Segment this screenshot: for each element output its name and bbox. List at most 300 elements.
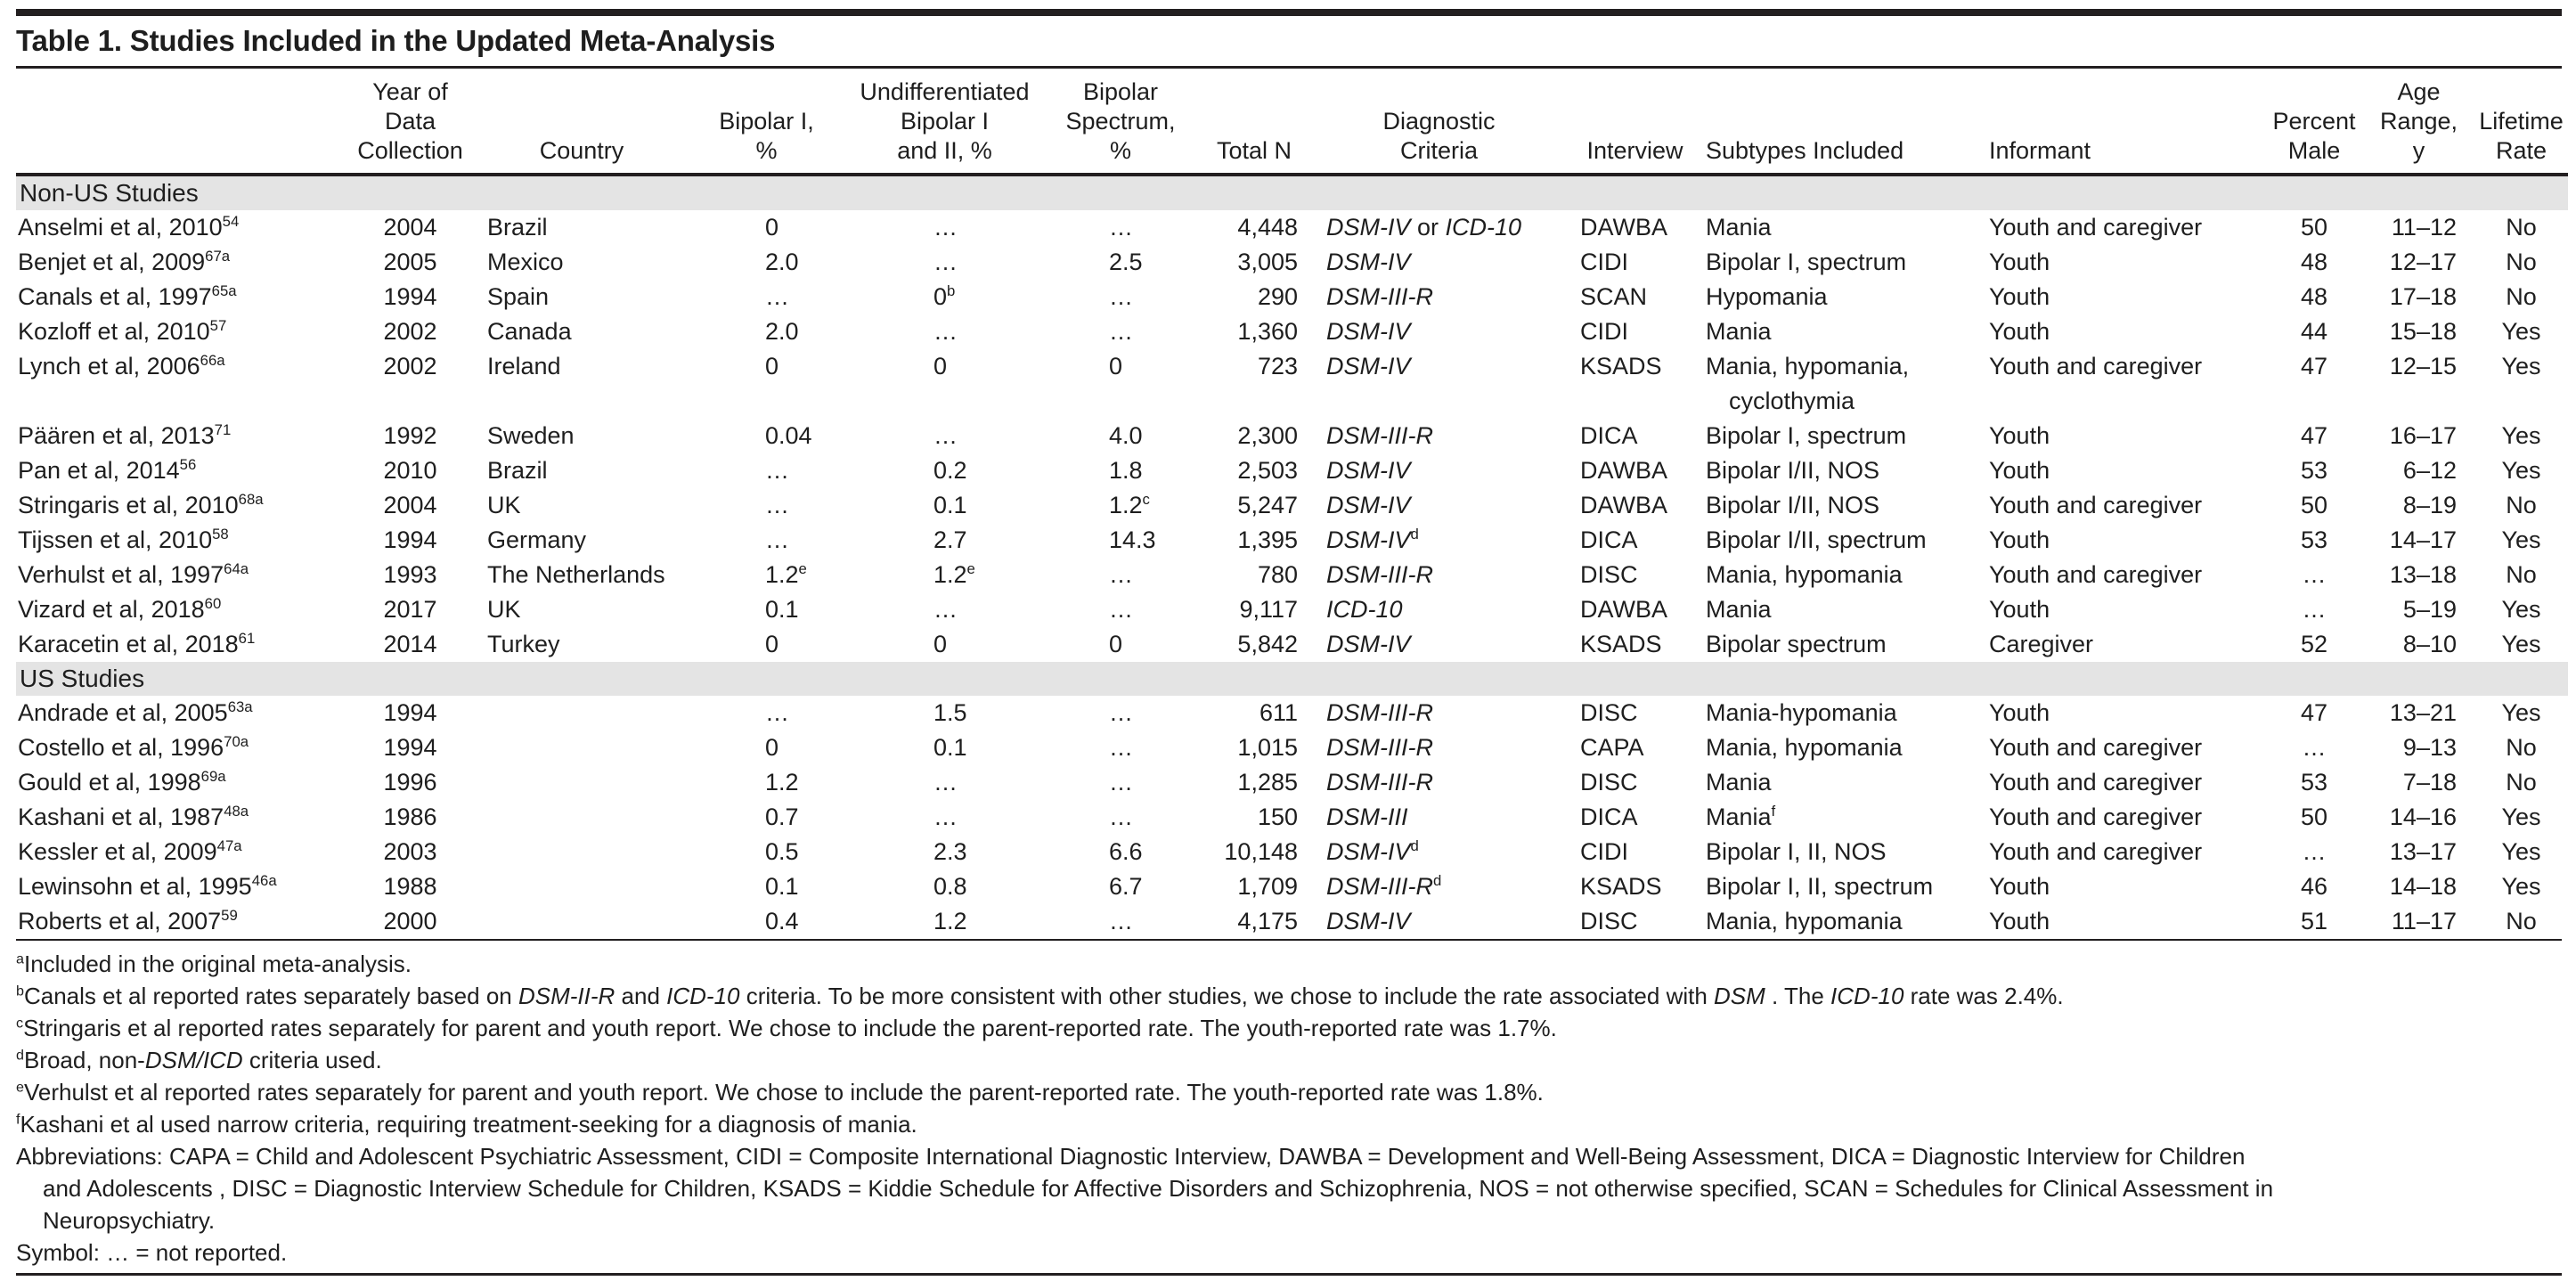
column-header: [1980, 69, 2265, 175]
footnote-marker: d: [1432, 872, 1442, 889]
table-cell: 9,117: [1239, 596, 1298, 623]
table-cell: [475, 869, 689, 904]
footnote-marker: c: [1142, 491, 1150, 508]
column-header-line: Male: [2287, 137, 2341, 164]
table-cell: 51: [2300, 908, 2328, 934]
text-segment: Pan et al, 2014: [18, 457, 180, 484]
symbol-note: Symbol: … = not reported.: [16, 1239, 288, 1266]
table-cell: 0: [765, 734, 779, 761]
table-cell: DICA: [1580, 422, 1638, 449]
table-row: [16, 419, 2568, 453]
footnote-marker: e: [798, 560, 807, 577]
table-cell: No: [2506, 492, 2537, 518]
text-segment: or: [1410, 214, 1446, 241]
table-cell: Youth and caregiver: [1989, 214, 2203, 241]
table-cell: …: [933, 804, 958, 830]
footnote-marker: 46a: [251, 872, 277, 889]
table-cell: [475, 696, 689, 730]
table-cell: 1986: [383, 804, 437, 830]
column-header-line: Spectrum,: [1065, 108, 1176, 135]
column-header-line: Subtypes Included: [1706, 137, 1904, 164]
text-segment: ICD-10: [1326, 596, 1403, 623]
footnote: [16, 980, 2562, 1012]
column-header-line: Rate: [2495, 137, 2547, 164]
text-segment: Anselmi et al, 2010: [18, 214, 223, 241]
table-cell: [16, 592, 346, 627]
footnote-marker: 47a: [216, 837, 242, 854]
column-header: [1566, 69, 1704, 175]
table-cell: 48: [2300, 249, 2328, 275]
table-cell: Youth and caregiver: [1989, 353, 2203, 379]
footnote-marker: c: [16, 1015, 24, 1032]
table-cell: [1312, 730, 1566, 765]
column-header-line: Country: [539, 137, 624, 164]
footnote-marker: f: [1771, 803, 1776, 820]
text-segment: Gould et al, 1998: [18, 769, 201, 796]
text-segment: DSM-II-R: [518, 983, 615, 1009]
table-cell: Mexico: [487, 249, 564, 275]
column-header-line: Year of: [372, 78, 448, 105]
table-cell: [1045, 488, 1196, 523]
footnote: [16, 1076, 2562, 1108]
table-cell: 16–17: [2389, 422, 2457, 449]
table-cell: …: [1109, 908, 1133, 934]
text-segment: Päären et al, 2013: [18, 422, 215, 449]
column-header-line: Total N: [1216, 137, 1292, 164]
table-cell: [1312, 592, 1566, 627]
text-segment: Stringaris et al reported rates separately for parent and youth report. We chose to include the parent-reported rate. The youth-reported rate was 1.7%.: [23, 1015, 1557, 1041]
table-cell: Youth: [1989, 283, 2050, 310]
column-header-line: Bipolar I,: [719, 108, 814, 135]
table-cell: 1992: [383, 422, 437, 449]
table-cell: …: [1109, 596, 1133, 623]
table-cell: …: [1109, 214, 1133, 241]
table-cell: 2.3: [933, 838, 967, 865]
table-cell: Mania: [1706, 596, 1772, 623]
table-cell: 15–18: [2389, 318, 2457, 345]
column-header-line: Collection: [357, 137, 463, 164]
table-cell: [16, 696, 346, 730]
table-cell: 2005: [383, 249, 437, 275]
table-cell: 6.7: [1109, 873, 1143, 900]
column-header: [346, 69, 475, 175]
section-row: [16, 175, 2568, 210]
table-cell: [844, 558, 1045, 592]
table-cell: 0.1: [933, 492, 967, 518]
table-cell: Bipolar I/II, spectrum: [1706, 526, 1927, 553]
table-cell: 0.4: [765, 908, 799, 934]
table-cell: Caregiver: [1989, 631, 2094, 657]
table-cell: …: [933, 214, 958, 241]
table-cell: 4.0: [1109, 422, 1143, 449]
table-cell: 2017: [383, 596, 437, 623]
table-cell: 0.04: [765, 422, 812, 449]
table-cell: 150: [1257, 804, 1298, 830]
text-segment: criteria. To be more consistent with other studies, we chose to include the rate associated with: [739, 983, 1715, 1009]
footnote-marker: e: [16, 1079, 24, 1096]
table-cell: 46: [2300, 873, 2328, 900]
footnote-marker: a: [16, 951, 24, 967]
table-cell: Bipolar I, spectrum: [1706, 249, 1907, 275]
text-segment: Kozloff et al, 2010: [18, 318, 210, 345]
table-cell: [16, 869, 346, 904]
table-cell: 2004: [383, 492, 437, 518]
table-cell: [1312, 558, 1566, 592]
text-segment: DSM-III-R: [1326, 422, 1433, 449]
table-cell: …: [933, 422, 958, 449]
table-cell: …: [1109, 804, 1133, 830]
table-cell: 0.7: [765, 804, 799, 830]
table-cell: 6.6: [1109, 838, 1143, 865]
table-cell: [1312, 349, 1566, 419]
column-header: [16, 69, 346, 175]
footnote-marker: 60: [204, 595, 222, 612]
table-cell: [16, 800, 346, 835]
table-cell: Canada: [487, 318, 572, 345]
table-cell: Mania: [1706, 214, 1772, 241]
column-header: [475, 69, 689, 175]
text-segment: and: [615, 983, 667, 1009]
table-cell: CAPA: [1580, 734, 1644, 761]
column-header-line: Data: [384, 108, 436, 135]
table-cell: Youth and caregiver: [1989, 561, 2203, 588]
table-cell: 0: [765, 631, 779, 657]
text-segment: DSM-III-R: [1326, 769, 1433, 796]
footnote-marker: 70a: [224, 733, 249, 750]
table-cell: …: [933, 769, 958, 796]
table-cell: No: [2506, 908, 2537, 934]
text-segment: Vizard et al, 2018: [18, 596, 205, 623]
table-cell: 0.1: [765, 596, 799, 623]
section-header: US Studies: [16, 662, 2568, 696]
footnote: [16, 1044, 2562, 1076]
table-cell: [1312, 245, 1566, 280]
column-header-line: and II, %: [897, 137, 992, 164]
text-segment: Broad, non-: [23, 1047, 145, 1073]
text-segment: DSM-III-R: [1326, 283, 1433, 310]
section-row: [16, 662, 2568, 696]
table-cell: [16, 314, 346, 349]
table-cell: Youth: [1989, 422, 2050, 449]
text-segment: Kashani et al, 1987: [18, 804, 224, 830]
table-row: [16, 245, 2568, 280]
text-segment: Mania: [1706, 804, 1772, 830]
table-row: [16, 730, 2568, 765]
table-cell: [1312, 488, 1566, 523]
table-cell: 0: [1109, 631, 1123, 657]
column-header-line: Lifetime: [2479, 108, 2564, 135]
table-cell: Youth and caregiver: [1989, 734, 2203, 761]
text-segment: DSM-III-R: [1326, 734, 1433, 761]
text-segment: DSM-IV: [1326, 457, 1411, 484]
footnote-marker: d: [1410, 837, 1419, 854]
text-segment: ICD-10: [666, 983, 740, 1009]
table-cell: 8–19: [2402, 492, 2457, 518]
table-cell: Brazil: [487, 214, 548, 241]
text-segment: Benjet et al, 2009: [18, 249, 206, 275]
table-cell: Yes: [2501, 422, 2541, 449]
text-segment: DSM-IV: [1326, 908, 1411, 934]
table-cell: …: [2302, 561, 2327, 588]
table-row: [16, 314, 2568, 349]
table-cell: [1312, 280, 1566, 314]
table-cell: Youth: [1989, 457, 2050, 484]
column-header-line: %: [1109, 137, 1131, 164]
text-segment: Stringaris et al, 2010: [18, 492, 239, 518]
column-header: [844, 69, 1045, 175]
table-cell: 6–12: [2402, 457, 2457, 484]
table-cell: SCAN: [1580, 283, 1648, 310]
studies-table: [16, 69, 2568, 939]
table-row: [16, 558, 2568, 592]
table-cell: 5–19: [2402, 596, 2457, 623]
table-cell: …: [933, 596, 958, 623]
footnote-marker: 67a: [205, 248, 231, 265]
table-cell: [1312, 800, 1566, 835]
table-cell: 4,175: [1237, 908, 1298, 934]
table-cell: 50: [2300, 214, 2328, 241]
table-cell: 17–18: [2389, 283, 2457, 310]
table-cell: No: [2506, 561, 2537, 588]
table-cell: Youth and caregiver: [1989, 769, 2203, 796]
table-cell: DISC: [1580, 561, 1638, 588]
table-cell: Yes: [2501, 318, 2541, 345]
text-segment: DSM-IV: [1326, 214, 1411, 241]
table-cell: 0: [933, 631, 948, 657]
column-header-line: Bipolar: [1082, 78, 1159, 105]
table-cell: 0: [765, 214, 779, 241]
table-cell: 8–10: [2402, 631, 2457, 657]
column-header-line: Interview: [1586, 137, 1683, 164]
table-cell: 53: [2300, 769, 2328, 796]
table-cell: KSADS: [1580, 353, 1662, 379]
table-cell: No: [2506, 214, 2537, 241]
table-cell: [475, 835, 689, 869]
table-cell: 44: [2300, 318, 2328, 345]
table-cell: CIDI: [1580, 249, 1628, 275]
table-row: [16, 592, 2568, 627]
table-cell: Youth and caregiver: [1989, 804, 2203, 830]
text-segment: DSM-IV: [1326, 631, 1411, 657]
table-cell: 1,395: [1237, 526, 1298, 553]
table-cell: Youth: [1989, 526, 2050, 553]
text-segment: Canals et al, 1997: [18, 283, 212, 310]
table-cell: 5,842: [1237, 631, 1298, 657]
text-segment: Tijssen et al, 2010: [18, 526, 213, 553]
table-cell: 0.8: [933, 873, 967, 900]
table-cell: [16, 523, 346, 558]
bottom-rule: [16, 1273, 2562, 1276]
text-segment: Lewinsohn et al, 1995: [18, 873, 252, 900]
footnote: [16, 1012, 2562, 1044]
table-cell: Yes: [2501, 631, 2541, 657]
table-cell: 50: [2300, 492, 2328, 518]
table-cell: 2003: [383, 838, 437, 865]
table-cell: 0: [933, 353, 948, 379]
table-cell: [1312, 419, 1566, 453]
column-header-line: Age: [2397, 78, 2441, 105]
table-cell: Youth: [1989, 318, 2050, 345]
column-header-line: Diagnostic: [1382, 108, 1496, 135]
table-cell: 290: [1257, 283, 1298, 310]
footnote-marker: 71: [214, 421, 232, 438]
table-body: [16, 175, 2568, 939]
table-cell: 1994: [383, 734, 437, 761]
table-cell: [844, 280, 1045, 314]
table-cell: Bipolar I, II, spectrum: [1706, 873, 1934, 900]
table-cell: [1312, 835, 1566, 869]
column-header-line: Bipolar I: [900, 108, 990, 135]
footnote-marker: 69a: [200, 768, 226, 785]
table-cell: Youth: [1989, 249, 2050, 275]
text-segment: Verhulst et al, 1997: [18, 561, 224, 588]
table-row: [16, 904, 2568, 939]
table-cell: 723: [1257, 353, 1298, 379]
table-cell: Bipolar spectrum: [1706, 631, 1887, 657]
footnote-marker: 64a: [224, 560, 249, 577]
table-cell: 12–15: [2389, 353, 2457, 379]
table-cell: [16, 488, 346, 523]
table-cell: [16, 453, 346, 488]
table-row: [16, 349, 2568, 419]
table-cell: 0.1: [765, 873, 799, 900]
table-cell: 1.2: [933, 908, 967, 934]
table-cell: 13–17: [2389, 838, 2457, 865]
table-cell: …: [1109, 561, 1133, 588]
footnote-marker: 61: [238, 630, 256, 647]
table-row: [16, 453, 2568, 488]
column-header-line: Undifferentiated: [860, 78, 1030, 105]
table-cell: KSADS: [1580, 631, 1662, 657]
table-cell: 4,448: [1237, 214, 1298, 241]
footnote-marker: 63a: [227, 698, 253, 715]
text-segment: DSM-III-R: [1326, 699, 1433, 726]
table-cell: CIDI: [1580, 838, 1628, 865]
table-cell: Yes: [2501, 838, 2541, 865]
table-cell: Mania, hypomania: [1706, 561, 1903, 588]
table-cell: 12–17: [2389, 249, 2457, 275]
column-header-line: Percent: [2272, 108, 2356, 135]
table-cell: Yes: [2501, 596, 2541, 623]
column-header: [2363, 69, 2474, 175]
table-cell: [16, 349, 346, 419]
table-cell: DAWBA: [1580, 492, 1668, 518]
table-cell: …: [765, 283, 789, 310]
text-segment: . The: [1765, 983, 1831, 1009]
table-cell: Ireland: [487, 353, 561, 379]
table-cell: …: [2302, 838, 2327, 865]
table-cell: UK: [487, 492, 521, 518]
table-cell: 2002: [383, 353, 437, 379]
table-cell: 2.7: [933, 526, 967, 553]
table-row: [16, 869, 2568, 904]
table-cell: 1,015: [1237, 734, 1298, 761]
column-header: [1196, 69, 1312, 175]
table-cell: Yes: [2501, 526, 2541, 553]
footnote-marker: b: [16, 983, 24, 1000]
table-cell: [1312, 523, 1566, 558]
table-cell: 1994: [383, 699, 437, 726]
table-cell: 2.0: [765, 318, 799, 345]
text-segment: Andrade et al, 2005: [18, 699, 228, 726]
footnote-marker: 56: [179, 456, 197, 473]
top-rule: [16, 9, 2562, 16]
table-cell: Spain: [487, 283, 550, 310]
table-cell: [1312, 904, 1566, 939]
table-cell: Bipolar I, spectrum: [1706, 422, 1907, 449]
table-cell: No: [2506, 283, 2537, 310]
text-segment: Kashani et al used narrow criteria, requiring treatment-seeking for a diagnosis of mania.: [20, 1111, 917, 1138]
footnote-marker: 58: [212, 526, 229, 543]
footnote-marker: b: [947, 282, 956, 299]
table-cell: [16, 730, 346, 765]
text-segment: Included in the original meta-analysis.: [23, 951, 412, 977]
column-header: [2474, 69, 2568, 175]
table-cell: No: [2506, 769, 2537, 796]
table-cell: 13–21: [2389, 699, 2457, 726]
table-cell: [1312, 765, 1566, 800]
table-cell: Brazil: [487, 457, 548, 484]
table-cell: …: [1109, 318, 1133, 345]
table-cell: 0.2: [933, 457, 967, 484]
table-cell: [16, 245, 346, 280]
section-header: Non-US Studies: [16, 175, 2568, 210]
table-row: [16, 765, 2568, 800]
table-cell: 47: [2300, 699, 2328, 726]
table-cell: [1704, 800, 1980, 835]
table-cell: 10,148: [1224, 838, 1298, 865]
column-header: [1704, 69, 1980, 175]
table-title: Table 1. Studies Included in the Updated Meta-Analysis: [16, 24, 776, 57]
text-segment: Canals et al reported rates separately based on: [23, 983, 518, 1009]
table-cell: [1312, 696, 1566, 730]
footnote: [16, 1108, 2562, 1140]
table-cell: 14–16: [2389, 804, 2457, 830]
table-cell: Sweden: [487, 422, 575, 449]
table-cell: 2,300: [1237, 422, 1298, 449]
table-cell: Hypomania: [1706, 283, 1828, 310]
abbreviations-line: and Adolescents , DISC = Diagnostic Interview Schedule for Children, KSADS = Kiddie Schedule for Affective Disorders and Schizophrenia, NOS = not otherwise specified, SCAN = Schedules for Clinical Assessment in: [43, 1175, 2274, 1202]
text-segment: rate was 2.4%.: [1903, 983, 2064, 1009]
table-row: [16, 835, 2568, 869]
table-cell: 780: [1257, 561, 1298, 588]
table-cell: DICA: [1580, 804, 1638, 830]
table-cell: …: [1109, 283, 1133, 310]
table-cell: 1.8: [1109, 457, 1143, 484]
table-cell: DAWBA: [1580, 457, 1668, 484]
text-segment: DSM-III: [1326, 804, 1408, 830]
table-cell: Mania: [1706, 318, 1772, 345]
text-segment: 0: [933, 283, 948, 310]
footnote-marker: f: [16, 1111, 20, 1128]
text-segment: 1.2: [933, 561, 967, 588]
text-segment: Kessler et al, 2009: [18, 838, 217, 865]
table-cell: [1312, 869, 1566, 904]
table-cell: 0.1: [933, 734, 967, 761]
table-cell: …: [1109, 699, 1133, 726]
table-cell: [16, 558, 346, 592]
text-segment: DSM-III-R: [1326, 561, 1433, 588]
table-cell: 1994: [383, 283, 437, 310]
table-cell: …: [1109, 769, 1133, 796]
table-cell: …: [765, 492, 789, 518]
table-cell: Youth: [1989, 873, 2050, 900]
footnote: [16, 948, 2562, 980]
table-row: [16, 210, 2568, 245]
table-cell: Turkey: [487, 631, 560, 657]
column-header: [689, 69, 844, 175]
table-cell: 52: [2300, 631, 2328, 657]
